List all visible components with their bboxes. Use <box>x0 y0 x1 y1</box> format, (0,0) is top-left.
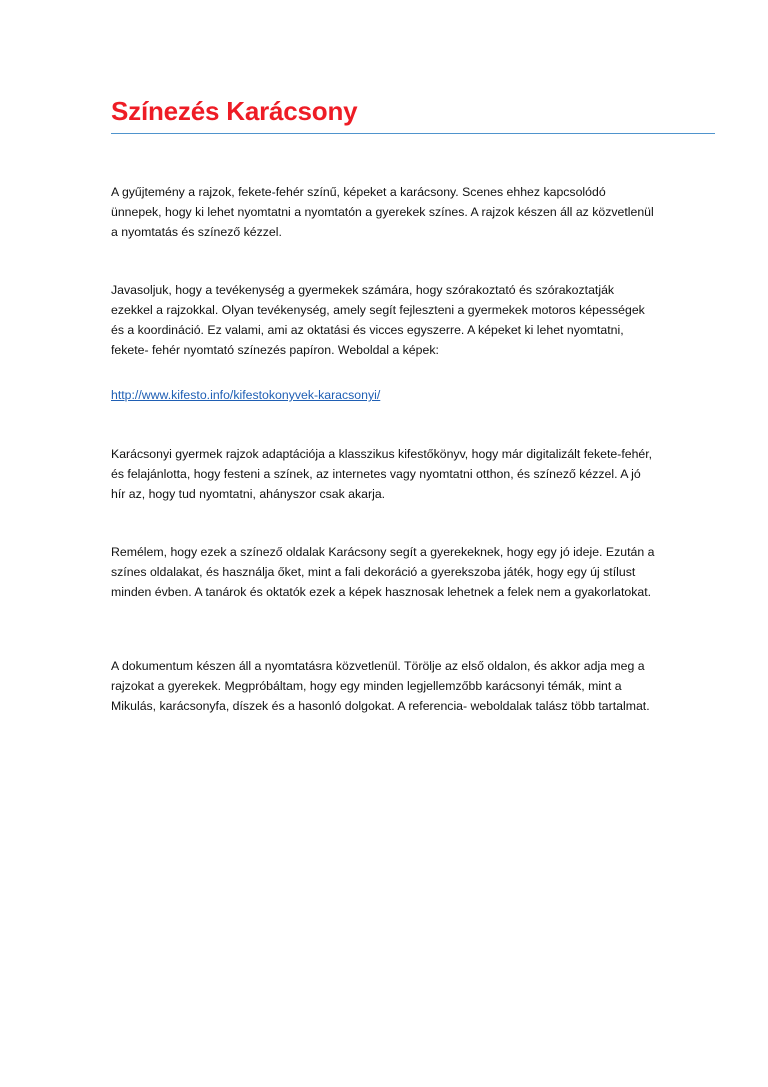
title-underline-rule <box>111 133 715 134</box>
paragraph-ready-to-print: A dokumentum készen áll a nyomtatásra közvetlenül. Törölje az első oldalon, és akkor adja meg a rajzokat a gyerekek. Megpróbáltam, hogy egy minden legjellemzőbb karácsonyi témák, mint a Mikulás, karácsonyfa, díszek és a hasonló dolgokat. A referencia- weboldalak talász több tartalmat. <box>111 659 650 713</box>
paragraph-hope: Remélem, hogy ezek a színező oldalak Karácsony segít a gyerekeknek, hogy egy jó ideje. Ezután a színes oldalakat, és használja őket, mint a fali dekoráció a gyerekszoba játék, hogy egy új stílust minden évben. A tanárok és oktatók ezek a képek hasznosak lehetnek a felek nem a gyakorlatokat. <box>111 545 655 599</box>
paragraph-adaptation: Karácsonyi gyermek rajzok adaptációja a klasszikus kifestőkönyv, hogy már digitalizált fekete-fehér, és felajánlotta, hogy festeni a színek, az internetes vagy nyomtatni otthon, és színező kézzel. A jó hír az, hogy tud nyomtatni, ahányszor csak akarja. <box>111 447 653 501</box>
website-link[interactable]: http://www.kifesto.info/kifestokonyvek-karacsonyi/ <box>111 388 381 402</box>
paragraph-link <box>111 385 656 405</box>
paragraph-recommendation: Javasoljuk, hogy a tevékenység a gyermekek számára, hogy szórakoztató és szórakoztatják ezekkel a rajzokkal. Olyan tevékenység, amely segít fejleszteni a gyermekek motoros képességek és a koordináció. Ez valami, ami az oktatási és vicces egyszerre. A képeket ki lehet nyomtatni, fekete- fehér nyomtató színezés papíron. Weboldal a képek: <box>111 283 645 357</box>
paragraph-intro: A gyűjtemény a rajzok, fekete-fehér színű, képeket a karácsony. Scenes ehhez kapcsolódó ünnepek, hogy ki lehet nyomtatni a nyomtatón a gyerekek színes. A rajzok készen áll az közvetlenül a nyomtatás és színező kézzel. <box>111 185 654 239</box>
document-title: Színezés Karácsony <box>111 96 358 126</box>
